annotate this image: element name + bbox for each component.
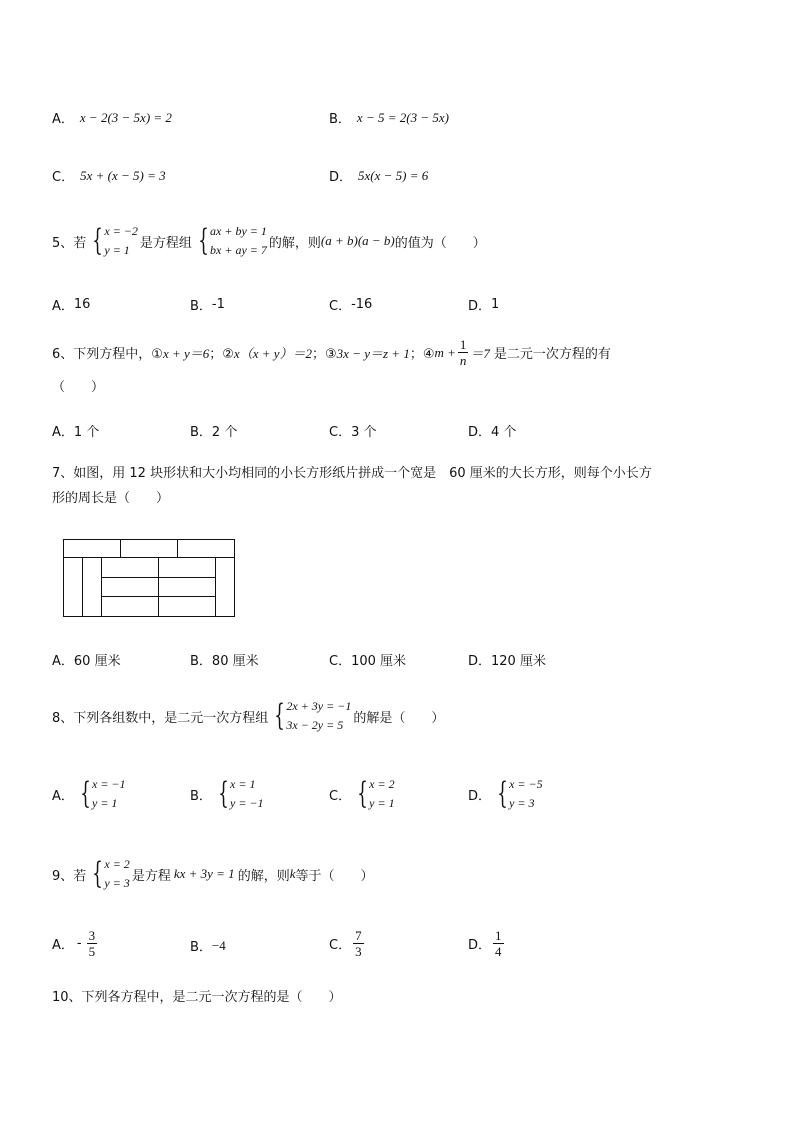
q7-stem-line1: 7、如图，用 12 块形状和大小均相同的小长方形纸片拼成一个宽是 60 厘米的大长方形，则每个小长方 [52, 466, 652, 481]
q6-option-b: B． 2 个 [190, 425, 238, 440]
q5-equation-system: { ax + by = 1 bx + ay = 7 [198, 223, 267, 258]
q4-option-b: B． x − 5 = 2(3 − 5x) [329, 109, 449, 127]
q5-solution-system: { x = −2 y = 1 [92, 223, 138, 258]
q8-option-a: A． { x = −1 y = 1 [52, 776, 126, 811]
q8-option-d: D． { x = −5 y = 3 [468, 776, 543, 811]
q6-option-c: C． 3 个 [329, 425, 377, 440]
q9-option-a: A． - $\frac{3}{5}$ [52, 928, 96, 959]
q5-option-d: D． 1 [468, 297, 500, 314]
q6-fraction: $\frac{1}{n}$ [459, 337, 467, 368]
q9-stem: 9、若 { x = 2 y = 3 是方程 kx + 3y = 1 的解，则 k 等于（ ） [52, 856, 374, 891]
q9-option-d: D． $\frac{1}{4}$ [468, 928, 502, 959]
q7-option-a: A． 60 厘米 [52, 654, 121, 669]
q7-stem-line2: 形的周长是（ ） [52, 491, 170, 506]
q8-equation-system: { 2x + 3y = −1 3x − 2y = 5 [274, 698, 352, 733]
q7-rectangle-figure [63, 539, 235, 617]
q5-option-a: A． 16 [52, 297, 91, 314]
q5-option-b: B． -1 [190, 297, 225, 314]
q6-option-a: A． 1 个 [52, 425, 100, 440]
q7-option-d: D． 120 厘米 [468, 654, 546, 669]
q7-option-c: C． 100 厘米 [329, 654, 407, 669]
q9-solution-system: { x = 2 y = 3 [92, 856, 130, 891]
q4-option-a: A． x − 2(3 − 5x) = 2 [52, 109, 172, 127]
q6-option-d: D． 4 个 [468, 425, 517, 440]
q7-option-b: B． 80 厘米 [190, 654, 259, 669]
q4-option-d: D． 5x(x − 5) = 6 [329, 167, 429, 185]
q10-stem: 10、下列各方程中，是二元一次方程的是（ ） [52, 990, 342, 1005]
q8-option-b: B． { x = 1 y = −1 [190, 776, 264, 811]
q9-option-c: C． $\frac{7}{3}$ [329, 928, 362, 959]
q8-option-c: C． { x = 2 y = 1 [329, 776, 395, 811]
q6-stem: 6、下列方程中，① x + y＝6 ；② x（x + y）＝2 ；③ 3x − y＝z + 1 ；④ m + $\frac{1}{n}$ ＝7 是二元一次方程的有 [52, 337, 611, 368]
q5-stem: 5、若 { x = −2 y = 1 是方程组 { ax + by = 1 bx + ay = 7 的解，则 (a + b)(a − b) 的值为（ ） [52, 223, 486, 258]
q8-stem: 8、下列各组数中，是二元一次方程组 { 2x + 3y = −1 3x − 2y = 5 的解是（ ） [52, 698, 445, 733]
q9-option-b: B． −4 [190, 937, 226, 955]
q6-paren: （ ） [52, 380, 105, 395]
q4-option-c: C． 5x + (x − 5) = 3 [52, 167, 166, 185]
q5-option-c: C． -16 [329, 297, 373, 314]
